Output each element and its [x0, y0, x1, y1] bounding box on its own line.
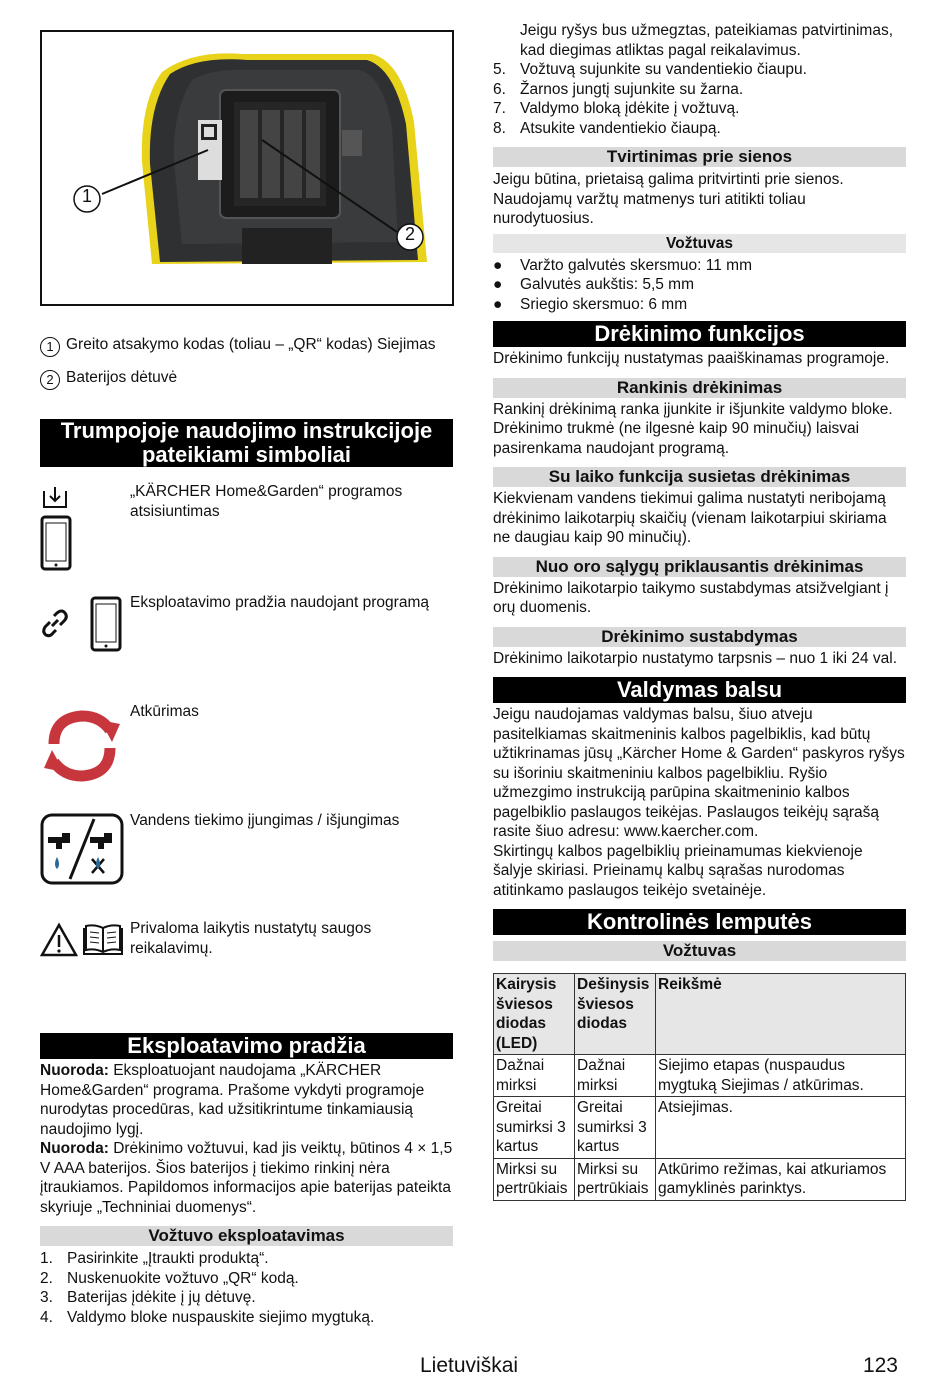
- table-cell: Atsiejimas.: [656, 1097, 906, 1159]
- table-cell: Greitai sumirksi 3 kartus: [575, 1097, 656, 1159]
- table-cell: Mirksi su pertrūkiais: [575, 1158, 656, 1200]
- valve-photo-illustration: [42, 32, 452, 304]
- manual-book-icon: [80, 922, 126, 964]
- water-tap-icon: [40, 813, 124, 891]
- table-header-row: [494, 974, 906, 1055]
- bullet-dot-icon: ●: [493, 295, 503, 313]
- symbol-text: Privaloma laikytis nustatytų saugos reikalavimų.: [130, 920, 372, 957]
- step-text: Vožtuvą sujunkite su vandentiekio čiaupu.: [520, 61, 807, 78]
- step-text: Baterijas įdėkite į jų dėtuvę.: [67, 1289, 256, 1306]
- note-text: Eksploatuojant naudojama „KÄRCHER Home&Garden“ programa. Prašome vykdyti programoje nurodytas procedūras, kad užsitikrintume tinkamiausią naudojimo lygį.: [40, 1062, 425, 1138]
- step-list-left: [40, 1249, 453, 1327]
- voice-control-heading: Valdymas balsu: [493, 677, 906, 703]
- irrigation-intro: Drėkinimo funkcijų nustatymas paaiškinamas programoje.: [493, 350, 890, 367]
- table-header-cell: Dešinysis šviesos diodas: [575, 974, 656, 1055]
- step-text: Pasirinkite „Įtraukti produktą“.: [67, 1250, 269, 1267]
- irrigation-heading: Drėkinimo funkcijos: [493, 321, 906, 347]
- step-number: 4.: [40, 1308, 53, 1326]
- bullet-dot-icon: ●: [493, 256, 503, 274]
- symbol-text: Eksploatavimo pradžia naudojant programą: [130, 594, 429, 611]
- phone-icon: [90, 596, 124, 658]
- list-item: [40, 1249, 453, 1269]
- table-cell: Siejimo etapas (nuspaudus mygtuką Siejimas / atkūrimas.: [656, 1055, 906, 1097]
- manual-irrigation-text-2: Drėkinimo trukmė (ne ilgesnė kaip 90 minučių) laisvai pasirenkama naudojant programą.: [493, 420, 860, 457]
- table-cell: Greitai sumirksi 3 kartus: [494, 1097, 575, 1159]
- wall-mount-text: Jeigu būtina, prietaisą galima pritvirtinti prie sienos. Naudojamų varžtų matmenys turi atitikti toliau nurodytuosius.: [493, 171, 844, 227]
- download-phone-icon: [40, 485, 74, 581]
- wall-valve-subheading: Vožtuvas: [493, 234, 906, 253]
- list-item: [493, 119, 906, 139]
- wall-mount-heading: Tvirtinimas prie sienos: [493, 147, 906, 167]
- table-header-cell: Reikšmė: [656, 974, 906, 1055]
- list-item: [493, 80, 906, 100]
- right-column: [493, 21, 906, 1201]
- footer-language: Lietuviškai: [420, 1354, 519, 1377]
- symbols-heading: Trumpojoje naudojimo instrukcijoje pateikiami simboliai: [40, 419, 453, 467]
- callout-2: 2: [404, 224, 415, 244]
- list-item: [493, 295, 906, 315]
- bullet-text: Galvutės aukštis: 5,5 mm: [520, 276, 695, 293]
- bullet-text: Sriegio skersmuo: 6 mm: [520, 295, 688, 313]
- list-item: [40, 1308, 453, 1328]
- note-label: Nuoroda:: [40, 1062, 109, 1079]
- reset-arrows-icon: [40, 704, 124, 794]
- list-item: [493, 60, 906, 80]
- warning-triangle-icon: [40, 922, 78, 964]
- step-number: 6.: [493, 80, 506, 98]
- page-number: 123: [862, 1354, 898, 1377]
- legend-text: Baterijos dėtuvė: [66, 369, 178, 386]
- wall-bullets: [493, 256, 906, 315]
- startup-body: [40, 1061, 453, 1327]
- indicator-lamps-heading: Kontrolinės lemputės: [493, 909, 906, 935]
- table-cell: Dažnai mirksi: [575, 1055, 656, 1097]
- lamps-valve-subheading: Vožtuvas: [493, 941, 906, 961]
- table-header-cell: Kairysis šviesos diodas (LED): [494, 974, 575, 1055]
- step-list-right: [493, 60, 906, 138]
- table-row: [494, 1097, 906, 1159]
- step-number: 1.: [40, 1250, 53, 1267]
- legend-number: 1: [40, 337, 60, 357]
- link-icon: [40, 608, 70, 644]
- step-text: Nuskenuokite vožtuvo „QR“ kodą.: [67, 1269, 299, 1287]
- timed-irrigation-heading: Su laiko funkcija susietas drėkinimas: [493, 467, 906, 487]
- list-item: [493, 99, 906, 119]
- symbol-text: Atkūrimas: [130, 703, 199, 720]
- table-cell: Mirksi su pertrūkiais: [494, 1158, 575, 1200]
- bullet-text: Varžto galvutės skersmuo: 11 mm: [520, 256, 753, 274]
- step-number: 7.: [493, 100, 506, 117]
- startup-note-1: [40, 1061, 453, 1139]
- note-label: Nuoroda:: [40, 1140, 109, 1157]
- list-item: [40, 1269, 453, 1289]
- voice-control-text-1: Jeigu naudojamas valdymas balsu, šiuo atveju pasitelkiamas skaitmeninis kalbos pagelbiklis, kad būtų užtikrinamas jūsų „Kärcher Home & Garden“ paskyros ryšys su išoriniu skaitmeniniu kalbos pagelbikliu. Ryšio užmezgimo instrukciją parūpina skaitmeninio kalbos pagelbiklio paslaugos teikėjas. Paslaugos teikėjų sąrašą rasite šiuo adresu: www.kaercher.com.: [493, 706, 905, 840]
- step-number: 8.: [493, 119, 506, 137]
- table-row: [494, 1158, 906, 1200]
- weather-irrigation-heading: Nuo oro sąlygų priklausantis drėkinimas: [493, 557, 906, 577]
- step-4-continuation: Jeigu ryšys bus užmegztas, pateikiamas patvirtinimas, kad diegimas atliktas pagal reikalavimus.: [520, 22, 894, 59]
- callout-1: 1: [81, 186, 92, 206]
- legend-text: Greito atsakymo kodas (toliau – „QR“ kodas) Siejimas: [66, 336, 436, 353]
- product-figure: [40, 30, 454, 306]
- step-text: Valdymo bloką įdėkite į vožtuvą.: [520, 100, 740, 117]
- list-item: [493, 256, 906, 276]
- step-number: 5.: [493, 61, 506, 78]
- valve-operation-heading: Vožtuvo eksploatavimas: [40, 1226, 453, 1246]
- indicator-lamps-table: [493, 973, 906, 1201]
- table-cell: Atkūrimo režimas, kai atkuriamos gamyklinės parinktys.: [656, 1158, 906, 1200]
- legend-item: [40, 335, 453, 357]
- pause-irrigation-heading: Drėkinimo sustabdymas: [493, 627, 906, 647]
- symbol-text: „KÄRCHER Home&Garden“ programos atsisiuntimas: [130, 483, 403, 520]
- figure-legend: [40, 335, 453, 390]
- weather-irrigation-text: Drėkinimo laikotarpio taikymo sustabdymas atsižvelgiant į orų duomenis.: [493, 579, 889, 616]
- step-text: Žarnos jungtį sujunkite su žarna.: [520, 80, 744, 98]
- pause-irrigation-text: Drėkinimo laikotarpio nustatymo tarpsnis – nuo 1 iki 24 val.: [493, 649, 898, 667]
- symbol-text: Vandens tiekimo įjungimas / išjungimas: [130, 812, 400, 829]
- step-number: 2.: [40, 1269, 53, 1287]
- legend-item: [40, 368, 453, 390]
- startup-heading: Eksploatavimo pradžia: [40, 1033, 453, 1059]
- note-text: Drėkinimo vožtuvui, kad jis veiktų, būtinos 4 × 1,5 V AAA baterijos. Šios baterijos į tiekimo rinkinį nėra įtraukiamos. Papildomos informacijos apie baterijas pateikta skyriuje „Techniniai duomenys“.: [40, 1140, 453, 1216]
- bullet-dot-icon: ●: [493, 276, 503, 293]
- step-text: Atsukite vandentiekio čiaupą.: [520, 119, 721, 137]
- step-text: Valdymo bloke nuspauskite siejimo mygtuką.: [67, 1308, 375, 1326]
- table-row: [494, 1055, 906, 1097]
- startup-note-2: [40, 1139, 453, 1217]
- voice-control-text-2: Skirtingų kalbos pagelbiklių prieinamumas kiekvienoje šalyje skiriasi. Prieinamų kalbų sąrašas nurodomas atitinkamo paslaugos teikėjo svetainėje.: [493, 842, 863, 899]
- list-item: [493, 275, 906, 295]
- list-item: [40, 1288, 453, 1308]
- step-number: 3.: [40, 1289, 53, 1306]
- manual-irrigation-text-1: Rankinį drėkinimą ranka įjunkite ir išjunkite valdymo bloke.: [493, 400, 893, 418]
- table-cell: Dažnai mirksi: [494, 1055, 575, 1097]
- manual-irrigation-heading: Rankinis drėkinimas: [493, 378, 906, 398]
- legend-number: 2: [40, 370, 60, 390]
- timed-irrigation-text: Kiekvienam vandens tiekimui galima nustatyti neribojamą drėkinimo laikotarpių skaičių (vienam laikotarpiui skiriama ne daugiau kaip 90 minučių).: [493, 490, 887, 546]
